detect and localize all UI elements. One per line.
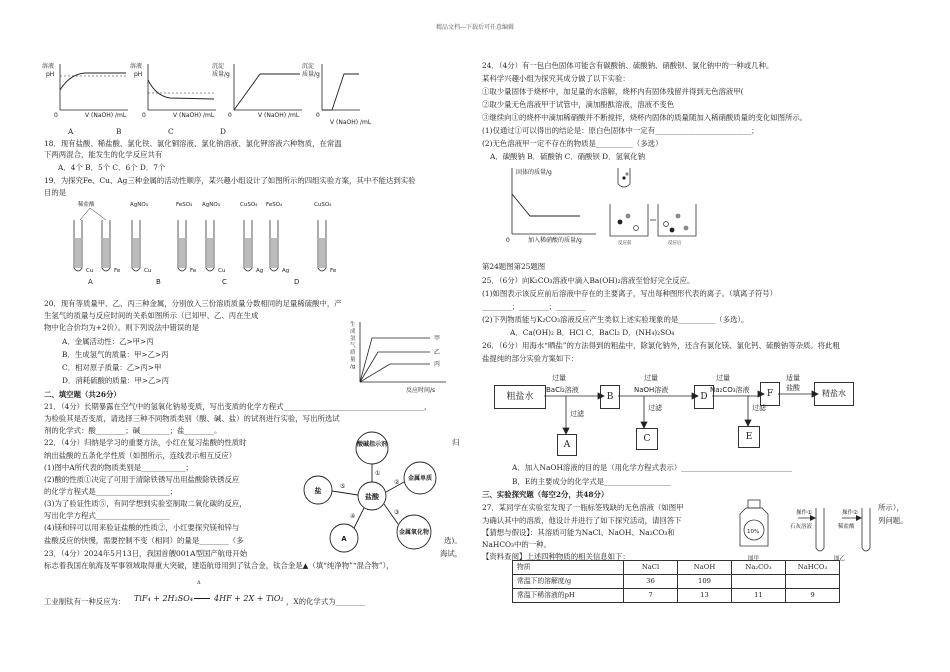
g1-ylabel: 溶液	[42, 63, 55, 70]
q22-line1: 22．（4分）归纳是学习的重要方法，小红在复习盐酸的性质时	[44, 438, 247, 447]
nitric-acid-label: 加入稀硝酸的质量/g	[528, 237, 582, 244]
svg-text:Cu: Cu	[218, 268, 226, 274]
svg-text:⑤: ⑤	[340, 483, 346, 490]
q21-line3: 剂的化学式：酸________；碱________；盐________。	[44, 426, 222, 435]
graph-label-c: C	[168, 127, 174, 136]
diagram-a: A	[341, 535, 347, 543]
q18-line2: 下两两混合，能发生的化学反应共有	[44, 150, 163, 159]
svg-text:氢: 氢	[350, 336, 356, 342]
section3-title: 三、实验探究题（每空2分，共48分）	[482, 490, 609, 499]
q24-line4: ②取少量无色溶液甲于试管中，滴加酚酞溶液，溶液不变色	[482, 100, 675, 109]
graph-label-a: A	[68, 127, 74, 136]
q20-option-d: D．消耗硫酸的质量：甲>乙>丙	[62, 376, 169, 385]
q20-line3: 物中化合价均为+2价）。则下列说法中错误的是	[44, 323, 200, 332]
q20-option-a: A．金属活动性：乙>甲>丙	[62, 337, 154, 346]
q25-options: A．Ca(OH)₂ B．HCl C．BaCl₂ D．(NH₄)₂SO₄	[510, 328, 675, 337]
svg-text:乙: 乙	[434, 349, 441, 356]
svg-text:Ag: Ag	[256, 268, 264, 274]
svg-text:过量: 过量	[644, 374, 658, 382]
q20-line1: 20．现有等质量甲、乙、丙三种金属，分别放入三份溶质质量分数相同的足量稀硫酸中，产	[44, 299, 342, 308]
svg-text:10%: 10%	[747, 529, 760, 535]
q24-line2: 某科学兴趣小组为探究其成分做了以下实验：	[482, 74, 630, 83]
test-tubes-figure	[68, 198, 368, 286]
table-cell: 9	[786, 589, 840, 603]
q27-line5: 【资料查阅】上述四种物质的相关信息如下：	[482, 552, 630, 561]
svg-text:反应前: 反应前	[618, 241, 632, 246]
q27-right1: 所示），	[878, 503, 904, 512]
svg-text:①: ①	[375, 470, 381, 477]
q25-line1: 25．（6分）向K₂CO₃溶液中滴入Ba(OH)₂溶液至恰好完全反应。	[482, 276, 695, 285]
table-header-row	[513, 561, 840, 575]
svg-text:CuSO₄: CuSO₄	[240, 202, 258, 208]
diagram-indicator: 酸碱指示剂	[356, 441, 388, 448]
table-cell	[732, 575, 786, 589]
flow-node-f: F	[760, 382, 780, 406]
q27-right2: 列问题。	[878, 516, 908, 525]
diagram-center: 盐酸	[365, 493, 379, 501]
g4-xlabel: V (NaOH) /mL	[330, 119, 372, 126]
table-header-cell: NaHCO₃	[786, 561, 840, 575]
svg-text:Fe: Fe	[114, 268, 121, 274]
graph-label-d: D	[220, 127, 226, 136]
q25-line4: (2)下列物质能与K₂CO₃溶液反应产生类似上述实验现象的是__________（多选）。	[482, 315, 749, 324]
g1-ylabel2: pH	[46, 71, 55, 78]
g3-ylabel2: 质量/g	[212, 71, 230, 78]
q22-line8: (4)镁和锌可以用来验证盐酸的性质②，小红要探究镁和锌与	[44, 523, 240, 532]
flow-precip-a: A	[557, 434, 577, 456]
graph-label-b: B	[116, 127, 122, 136]
svg-text:Cu: Cu	[144, 268, 152, 274]
diagram-metal-oxide: 金属氧化物	[398, 529, 430, 536]
q24-q25-figure	[500, 164, 700, 252]
figure-caption: 第24题图第25题图	[482, 262, 546, 271]
svg-text:④: ④	[350, 513, 356, 520]
q20-line2: 生氢气的质量与反应时间的关系如图所示（已知甲、乙、丙在生成	[44, 311, 259, 320]
svg-text:质: 质	[350, 350, 356, 356]
g1-xlabel: V (NaOH) /mL	[85, 112, 127, 119]
q21-line1: 21．（4分）长期暴露在空气中的氢氧化钠易变质，写出变质的化学方程式______________________________________，	[44, 402, 432, 411]
svg-text:过量: 过量	[716, 374, 730, 382]
svg-text:过量: 过量	[552, 374, 566, 382]
table-cell	[786, 575, 840, 589]
q18-options: A．4个 B．5个 C．6个 D．7个	[58, 163, 166, 172]
svg-text:生: 生	[350, 322, 356, 328]
solubility-table	[512, 560, 840, 603]
q23-eq-rhs: 4HF + 2X + TiO₂	[214, 594, 284, 603]
svg-text:气: 气	[350, 343, 356, 349]
q27-line4: NaHCO₃中的一种。	[482, 540, 551, 549]
q26-line2: 盐提纯的部分实验方案如下：	[482, 354, 579, 363]
q20-option-c: C．相对原子质量：乙>丙>甲	[62, 363, 162, 372]
q24-line6: (1)仅通过①可以得出的结论是：原白色固体中一定有__________________________；	[482, 126, 759, 135]
svg-text:Cu: Cu	[86, 268, 94, 274]
q24-line5: ③继续向①的烧杯中滴加稀硝酸并不断搅拌，烧杯内固体的质量随加入稀硝酸质量的变化如图所示。	[482, 113, 808, 122]
diagram-metal: 金属单质	[407, 475, 433, 482]
svg-text:丙: 丙	[434, 361, 441, 368]
svg-text:C: C	[222, 278, 227, 286]
q26-line1: 26．（6分）用海水“晒盐”的方法得到的粗盐中，除氯化钠外，还含有氯化镁、氯化钙、硫酸钠等杂质。将此粗	[482, 341, 840, 350]
q27-figure	[724, 496, 880, 564]
table-header-cell: NaOH	[678, 561, 732, 575]
flow-node-d: D	[694, 385, 714, 409]
page-header: 精品文档---下载后可任意编辑	[435, 24, 515, 31]
table-cell: 常温下的溶解度/g	[513, 575, 624, 589]
q24-line1: 24．（4分）有一包白色固体可能含有碳酸钠、硫酸钠、硝酸钡、氯化钠中的一种或几种。	[482, 61, 774, 70]
q25-line2: (1)如图表示该反应前后溶液中存在的主要离子，写出每种图形代表的离子。（填离子符号）	[482, 289, 778, 298]
svg-text:AgNO₃: AgNO₃	[202, 202, 220, 208]
g3-origin: 0	[228, 112, 232, 119]
svg-text:成: 成	[350, 329, 356, 335]
q27-line2: 为确认其中的溶质，他设计并进行了如下探究活动，请回答下	[482, 516, 682, 525]
svg-text:Ag: Ag	[282, 268, 290, 274]
svg-text:操作②: 操作②	[842, 510, 858, 516]
svg-text:过滤: 过滤	[648, 404, 662, 412]
q22-line5: 的化学方程式是____________________；	[44, 487, 178, 496]
svg-text:A: A	[88, 278, 93, 286]
q23-line2: 标志着我国在航海及军事领域取得重大突破，建造航母用到了钛合金，钛合金是▲（填“纯净物”“混合物”），	[44, 561, 394, 570]
svg-text:B: B	[156, 278, 161, 286]
flow-precip-e: E	[738, 426, 760, 448]
svg-text:甲: 甲	[434, 335, 441, 342]
svg-text:D: D	[294, 278, 300, 286]
svg-text:操作①: 操作①	[796, 510, 812, 516]
svg-text:反应时间/s: 反应时间/s	[406, 387, 436, 394]
svg-text:量: 量	[350, 357, 356, 363]
svg-text:CuSO₄: CuSO₄	[314, 202, 332, 208]
table-cell: 13	[678, 589, 732, 603]
q22-right1: 归	[452, 438, 460, 447]
q22-line9: 盐酸反应的快慢，需要控制不变（相同）的量是________（多	[44, 536, 244, 545]
svg-text:过滤: 过滤	[570, 410, 584, 418]
svg-text:盐酸: 盐酸	[786, 384, 800, 392]
q23-eq-arrow	[194, 598, 210, 599]
svg-text:稀盐酸: 稀盐酸	[838, 524, 855, 530]
solid-mass-label: 固体的质量/g	[516, 169, 552, 176]
g4-origin: 0	[316, 112, 320, 119]
table-header-cell: Na₂CO₃	[732, 561, 786, 575]
q22-right2: 选)。	[444, 536, 462, 545]
flow-node-b: B	[600, 385, 620, 409]
table-cell: 常温下稀溶液的pH	[513, 589, 624, 603]
q23-line3: 工业制钛有一种反应为：	[44, 597, 126, 606]
q24-line3: ①取少量固体于烧杯中，加足量的水溶解，烧杯内有固体残留并得到无色溶液甲(	[482, 87, 744, 96]
svg-text:适量: 适量	[786, 374, 800, 382]
q26-answer-a: A．加入NaOH溶液的目的是（用化学方程式表示）______________________________	[512, 463, 792, 472]
svg-text:Fe: Fe	[190, 268, 197, 274]
naoh-graphs	[40, 60, 372, 128]
flow-arrows	[494, 366, 854, 456]
svg-text:②: ②	[394, 479, 400, 486]
svg-text:Fe: Fe	[330, 268, 337, 274]
q19-line2: 目的是	[44, 188, 67, 197]
svg-text:过滤: 过滤	[752, 404, 766, 412]
svg-text:图甲: 图甲	[748, 556, 760, 562]
diagram-salt: 盐	[314, 487, 322, 495]
svg-text:FeSO₄: FeSO₄	[176, 202, 193, 208]
q20-option-b: B．生成氢气的质量：甲>乙>丙	[62, 350, 169, 359]
svg-text:石灰溶液: 石灰溶液	[790, 524, 813, 530]
q23-line1-end: 海试，	[440, 549, 463, 558]
flow-end: 精盐水	[814, 382, 854, 406]
svg-text:/g: /g	[350, 364, 356, 370]
q26-answer-b: B．E的主要成分的化学式是__________________	[512, 477, 671, 486]
q22-line2: 纳出盐酸的五条化学性质（如图所示，连线表示相互反应）	[44, 451, 237, 460]
svg-text:③: ③	[394, 509, 400, 516]
q23-eq-lhs: TiF₄ + 2H₂SO₄	[134, 594, 193, 603]
table-header-cell: 物质	[513, 561, 624, 575]
hydrogen-graph	[350, 318, 460, 396]
g2-ylabel: 溶液	[130, 63, 143, 70]
section2-title: 二、填空题（共26分）	[44, 390, 121, 399]
table-header-cell: NaCl	[624, 561, 678, 575]
tube-acid-label: 稀盐酸	[78, 202, 95, 208]
g4-ylabel2: 质量/g	[302, 71, 320, 78]
table-row	[513, 575, 840, 589]
g2-origin: 0	[142, 112, 146, 119]
svg-text:FeSO₄: FeSO₄	[266, 202, 283, 208]
svg-text:Na₂CO₃溶液: Na₂CO₃溶液	[710, 386, 750, 394]
q22-line3: (1)图中A所代表的物质类别是____________；	[44, 463, 193, 472]
q24-line7: (2)无色溶液甲一定不存在的物质是__________（多选）	[482, 139, 663, 148]
flow-precip-c: C	[636, 428, 658, 450]
table-cell: 11	[732, 589, 786, 603]
q25-line3: ________；________；________	[482, 302, 586, 311]
hcl-properties-diagram	[296, 428, 446, 554]
q24-options: A．碳酸钠 B．硫酸钠 C．硝酸钡 D．氢氧化钠	[490, 152, 646, 161]
svg-text:NaOH溶液: NaOH溶液	[634, 386, 669, 394]
g4-ylabel: 沉淀	[302, 63, 315, 70]
table-cell: 109	[678, 575, 732, 589]
g2-ylabel2: pH	[134, 71, 143, 78]
q23-delta: Δ	[197, 580, 201, 586]
svg-text:0: 0	[506, 237, 510, 244]
table-cell: 7	[624, 589, 678, 603]
q23-line1: 23．（4分）2024年5月13日，我国首艘001A型国产航母开始	[44, 549, 248, 558]
q22-line7: 写出化学方程式____________________	[44, 511, 170, 520]
q27-line1: 27．某同学在实验室发现了一瓶标签残缺的无色溶液（如图甲	[482, 503, 684, 512]
q19-line1: 19．为探究Fe、Cu、Ag三种金属的活动性顺序，某兴趣小组设计了如图所示的四组实验方案，其中不能达到实验	[44, 176, 416, 185]
q18-line1: 18．现有盐酸、稀盐酸、氯化铁、氯化铜溶液、氯化钠溶液、氯化钾溶液六种物质，在常温	[44, 139, 342, 148]
q21-line2: 为检验其是否变质，请选择三种不同物质类别（酸、碱、盐）的试剂进行实验，写出所选试	[44, 414, 340, 423]
g2-xlabel: V (NaOH) /mL	[173, 112, 215, 119]
g1-origin: 0	[54, 112, 58, 119]
table-row	[513, 589, 840, 603]
q22-line4: (2)酸的性质①决定了可用于清除铁锈写出用盐酸除铁锈反应	[44, 475, 240, 484]
svg-text:图乙: 图乙	[834, 556, 846, 562]
g3-ylabel: 沉淀	[212, 63, 225, 70]
q22-line6: (3)为了验证性质⑤，有同学想到实验室制取二氧化碳的反应，	[44, 499, 247, 508]
svg-text:反应后: 反应后	[668, 241, 682, 246]
svg-text:BaCl₂溶液: BaCl₂溶液	[546, 386, 579, 394]
svg-text:AgNO₃: AgNO₃	[130, 202, 148, 208]
q23-line3-end: ，X的化学式为________	[286, 597, 366, 606]
table-cell: 36	[624, 575, 678, 589]
q27-line3: 【猜想与假设】：其溶质可能为NaCl、NaOH、Na₂CO₃和	[482, 528, 675, 537]
g3-xlabel: V (NaOH) /mL	[258, 112, 300, 119]
flow-start: 粗盐水	[494, 385, 546, 409]
